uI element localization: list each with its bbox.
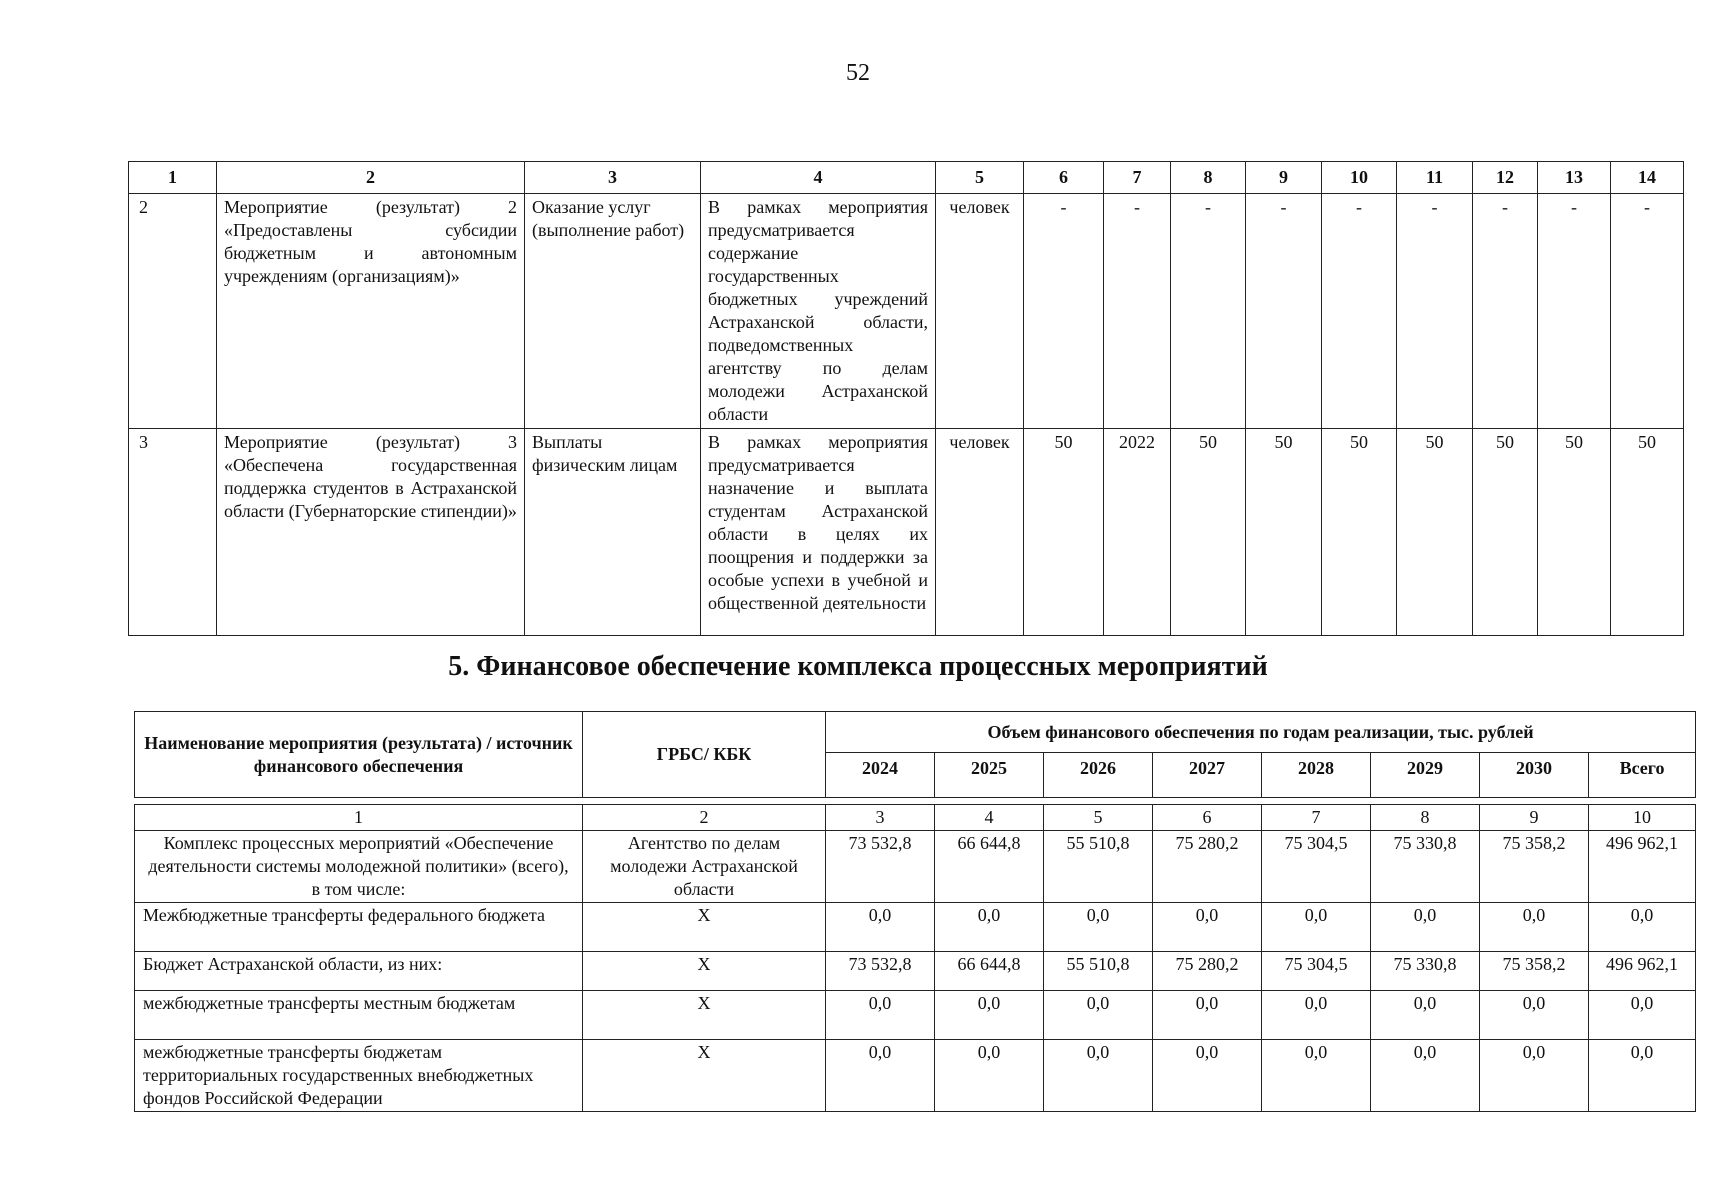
financing-header-row: [135, 712, 1696, 753]
value-cell: 50: [1024, 429, 1104, 636]
amount-cell: 0,0: [826, 991, 935, 1040]
table-row: [129, 429, 1684, 636]
measure-type: Оказание услуг (выполнение работ): [525, 194, 701, 429]
grbs-value: Агентство по делам молодежи Астраханской области: [583, 831, 826, 903]
amount-total-cell: 0,0: [1589, 903, 1696, 952]
grbs-kbk-header: ГРБС/ КБК: [583, 712, 826, 798]
funding-source-name: Межбюджетные трансферты федерального бюджета: [135, 903, 583, 952]
column-number: 4: [701, 162, 936, 194]
amount-cell: 0,0: [1044, 1040, 1153, 1112]
column-number: 14: [1611, 162, 1684, 194]
amount-cell: 0,0: [1044, 903, 1153, 952]
year-header: 2024: [826, 753, 935, 798]
amount-cell: 0,0: [1044, 991, 1153, 1040]
column-number: 9: [1480, 805, 1589, 831]
amount-cell: 75 330,8: [1371, 831, 1480, 903]
amount-cell: 0,0: [1153, 903, 1262, 952]
column-number: 4: [935, 805, 1044, 831]
column-number: 7: [1104, 162, 1171, 194]
amount-total-cell: 496 962,1: [1589, 831, 1696, 903]
page-number: 52: [846, 60, 870, 86]
column-number: 12: [1473, 162, 1538, 194]
measure-name: Мероприятие (результат) 3 «Обеспечена государственная поддержка студентов в Астраханской области (Губернаторские стипендии)»: [217, 429, 525, 636]
value-cell: 50: [1397, 429, 1473, 636]
table-row: [135, 991, 1696, 1040]
amount-cell: 75 358,2: [1480, 831, 1589, 903]
amount-cell: 0,0: [1371, 1040, 1480, 1112]
amount-cell: 0,0: [1262, 1040, 1371, 1112]
amount-cell: 0,0: [1371, 991, 1480, 1040]
value-cell: -: [1473, 194, 1538, 429]
measure-description: В рамках мероприятия предусматривается назначение и выплата студентам Астраханской области в целях их поощрения и поддержки за особые успехи в учебной и общественной деятельности: [701, 429, 936, 636]
grbs-value: Х: [583, 991, 826, 1040]
amount-cell: 73 532,8: [826, 952, 935, 991]
amount-cell: 73 532,8: [826, 831, 935, 903]
amount-cell: 75 330,8: [1371, 952, 1480, 991]
column-numbers-row: [135, 805, 1696, 831]
amount-cell: 75 304,5: [1262, 952, 1371, 991]
table-row: [135, 903, 1696, 952]
column-number: 6: [1153, 805, 1262, 831]
value-cell: -: [1397, 194, 1473, 429]
value-cell: -: [1246, 194, 1322, 429]
column-number: 8: [1171, 162, 1246, 194]
amount-cell: 55 510,8: [1044, 952, 1153, 991]
total-header: Всего: [1589, 753, 1696, 798]
amount-cell: 0,0: [1262, 991, 1371, 1040]
amount-total-cell: 496 962,1: [1589, 952, 1696, 991]
value-cell: -: [1538, 194, 1611, 429]
measures-table: [128, 161, 1684, 636]
column-number: 7: [1262, 805, 1371, 831]
table-row: [135, 952, 1696, 991]
value-cell: -: [1171, 194, 1246, 429]
value-cell: -: [1611, 194, 1684, 429]
measure-name: Мероприятие (результат) 2 «Предоставлены субсидии бюджетным и автономным учреждениям (организациям)»: [217, 194, 525, 429]
amount-total-cell: 0,0: [1589, 1040, 1696, 1112]
value-cell: 50: [1171, 429, 1246, 636]
value-cell: 50: [1473, 429, 1538, 636]
measure-unit: человек: [936, 429, 1024, 636]
grbs-value: Х: [583, 952, 826, 991]
year-header: 2027: [1153, 753, 1262, 798]
amount-cell: 0,0: [935, 991, 1044, 1040]
grbs-value: Х: [583, 903, 826, 952]
funding-source-name: межбюджетные трансферты местным бюджетам: [135, 991, 583, 1040]
table-row: [129, 194, 1684, 429]
amount-cell: 0,0: [1480, 903, 1589, 952]
amount-cell: 0,0: [935, 903, 1044, 952]
column-number: 1: [129, 162, 217, 194]
year-header: 2029: [1371, 753, 1480, 798]
column-number: 3: [826, 805, 935, 831]
value-cell: 50: [1322, 429, 1397, 636]
amount-cell: 66 644,8: [935, 952, 1044, 991]
amount-cell: 0,0: [1480, 991, 1589, 1040]
measures-table-header-row: [129, 162, 1684, 194]
amount-cell: 75 304,5: [1262, 831, 1371, 903]
funding-source-name: Комплекс процессных мероприятий «Обеспечение деятельности системы молодежной политики» (всего), в том числе:: [135, 831, 583, 903]
amount-cell: 0,0: [1371, 903, 1480, 952]
column-number: 11: [1397, 162, 1473, 194]
amount-cell: 0,0: [935, 1040, 1044, 1112]
column-number: 9: [1246, 162, 1322, 194]
value-cell: 50: [1538, 429, 1611, 636]
amount-cell: 0,0: [826, 1040, 935, 1112]
table-row: [135, 831, 1696, 903]
table-row: [135, 1040, 1696, 1112]
amount-cell: 0,0: [1153, 991, 1262, 1040]
column-number: 5: [936, 162, 1024, 194]
year-header: 2028: [1262, 753, 1371, 798]
amount-cell: 55 510,8: [1044, 831, 1153, 903]
amount-cell: 75 280,2: [1153, 831, 1262, 903]
amount-cell: 75 358,2: [1480, 952, 1589, 991]
amount-cell: 75 280,2: [1153, 952, 1262, 991]
year-header: 2030: [1480, 753, 1589, 798]
column-number: 2: [583, 805, 826, 831]
funding-source-name: Бюджет Астраханской области, из них:: [135, 952, 583, 991]
financing-table: [134, 711, 1696, 1112]
measure-unit: человек: [936, 194, 1024, 429]
section-title: 5. Финансовое обеспечение комплекса процессных мероприятий: [448, 651, 1268, 682]
column-number: 1: [135, 805, 583, 831]
measure-description: В рамках мероприятия предусматривается содержание государственных бюджетных учреждений Астраханской области, подведомственных агентству по делам молодежи Астраханской области: [701, 194, 936, 429]
row-number: 2: [129, 194, 217, 429]
column-number: 6: [1024, 162, 1104, 194]
financing-group-header: Объем финансового обеспечения по годам реализации, тыс. рублей: [826, 712, 1696, 753]
amount-cell: 66 644,8: [935, 831, 1044, 903]
funding-source-name: межбюджетные трансферты бюджетам территориальных государственных внебюджетных фондов Российской Федерации: [135, 1040, 583, 1112]
column-number: 13: [1538, 162, 1611, 194]
row-number: 3: [129, 429, 217, 636]
year-header: 2026: [1044, 753, 1153, 798]
value-cell: -: [1024, 194, 1104, 429]
value-cell: 50: [1246, 429, 1322, 636]
gap-cell: [135, 798, 1696, 805]
measure-name-header: Наименование мероприятия (результата) / источник финансового обеспечения: [135, 712, 583, 798]
column-number: 5: [1044, 805, 1153, 831]
amount-cell: 0,0: [1153, 1040, 1262, 1112]
value-cell: -: [1104, 194, 1171, 429]
column-number: 10: [1589, 805, 1696, 831]
value-cell: -: [1322, 194, 1397, 429]
amount-cell: 0,0: [1262, 903, 1371, 952]
column-number: 2: [217, 162, 525, 194]
column-number: 8: [1371, 805, 1480, 831]
amount-cell: 0,0: [1480, 1040, 1589, 1112]
measure-type: Выплаты физическим лицам: [525, 429, 701, 636]
year-header: 2025: [935, 753, 1044, 798]
column-number: 3: [525, 162, 701, 194]
column-number: 10: [1322, 162, 1397, 194]
value-cell: 2022: [1104, 429, 1171, 636]
grbs-value: Х: [583, 1040, 826, 1112]
value-cell: 50: [1611, 429, 1684, 636]
amount-cell: 0,0: [826, 903, 935, 952]
amount-total-cell: 0,0: [1589, 991, 1696, 1040]
header-gap: [135, 798, 1696, 805]
